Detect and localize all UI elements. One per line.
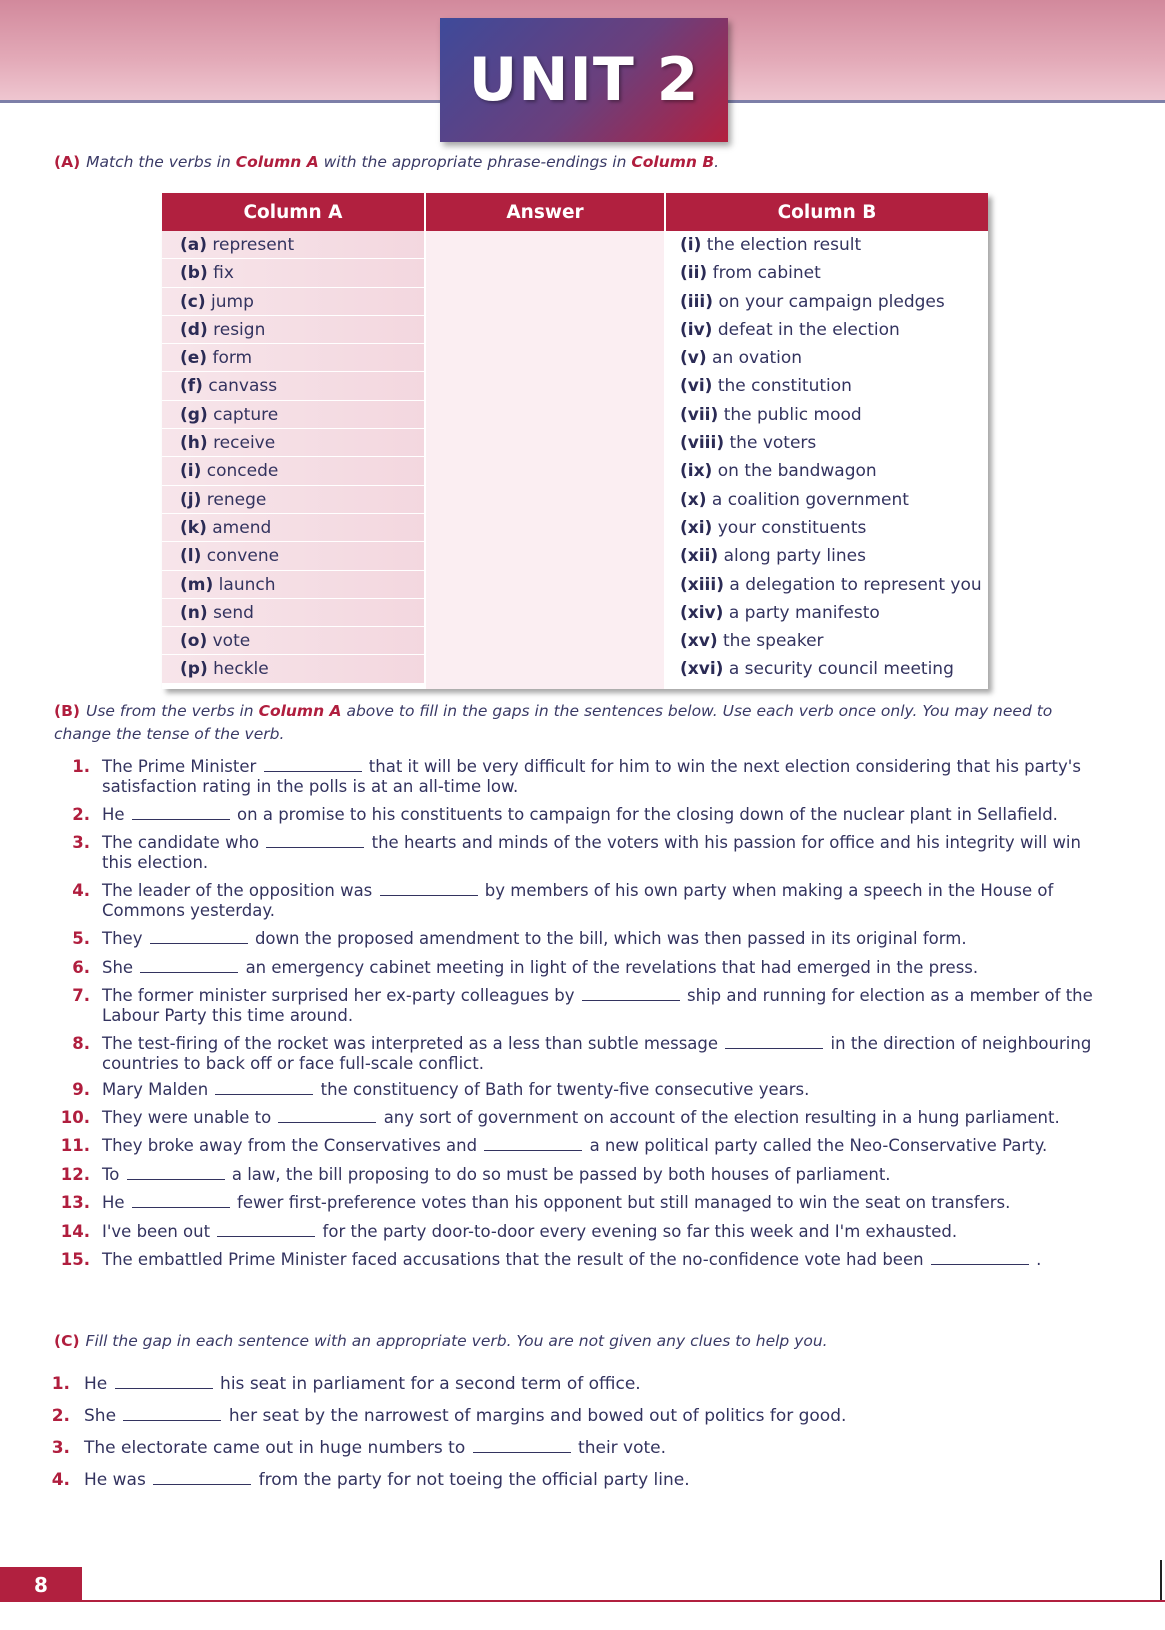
sentence-start: She (102, 958, 139, 977)
item-key: (o) (180, 631, 208, 652)
item-key: (vi) (680, 376, 713, 397)
item-phrase: a delegation to represent you (729, 574, 982, 595)
sentence-end: fewer first-preference votes than his opponent but still managed to win the seat on transfers. (231, 1193, 1011, 1212)
item-phrase: along party lines (723, 546, 866, 567)
blank-gap[interactable] (132, 805, 230, 820)
sentence-end: his seat in parliament for a second term of office. (214, 1374, 641, 1394)
column-a-item (162, 429, 424, 457)
column-a-item (162, 514, 424, 542)
item-key: (xi) (680, 517, 713, 538)
section-b-instruction: (B) Use from the verbs in Column A above to fill in the gaps in the sentences below. Use each verb once only. You may need to change the tense of the verb. (54, 702, 1053, 743)
sentence-text (102, 1080, 1102, 1100)
sentence-start: She (84, 1406, 122, 1426)
sentence-start: Mary Malden (102, 1080, 214, 1099)
section-c-instruction: (C) Fill the gap in each sentence with an appropriate verb. You are not given any clues to help you. (54, 1332, 828, 1350)
sentence-text (102, 881, 1102, 921)
column-a-item (162, 627, 424, 655)
sentence-start: The test-firing of the rocket was interpreted as a less than subtle message (102, 1034, 724, 1053)
item-phrase: the voters (729, 433, 817, 454)
column-b-item (666, 259, 988, 287)
item-phrase: an ovation (712, 348, 803, 369)
sentence-end: from the party for not toeing the official party line. (253, 1470, 690, 1490)
blank-gap[interactable] (278, 1108, 376, 1123)
sentence-end: down the proposed amendment to the bill, which was then passed in its original form. (249, 929, 967, 948)
blank-gap[interactable] (266, 833, 364, 848)
item-key: (k) (180, 517, 207, 538)
sentence-number: 3. (72, 833, 90, 852)
item-key: (l) (180, 546, 202, 567)
column-a-item (162, 231, 424, 259)
sentence-end: by members of his own party when making a speech in the House of Commons yesterday. (102, 881, 1054, 920)
blank-gap[interactable] (217, 1222, 315, 1237)
sentence-number: 1. (72, 757, 90, 776)
item-word: jump (211, 291, 254, 312)
sentence-start: The Prime Minister (102, 757, 262, 776)
column-b-item (666, 599, 988, 627)
column-b-item (666, 344, 988, 372)
column-b-item (666, 316, 988, 344)
blank-gap[interactable] (484, 1136, 582, 1151)
item-key: (xii) (680, 546, 719, 567)
column-b-item (666, 429, 988, 457)
sentence-end: her seat by the narrowest of margins and bowed out of politics for good. (223, 1406, 847, 1426)
blank-gap[interactable] (150, 929, 248, 944)
sentence-start: He (84, 1374, 113, 1394)
sentence-number: 8. (72, 1034, 90, 1053)
sentence-start: The candidate who (102, 833, 265, 852)
item-phrase: a security council meeting (728, 659, 954, 680)
item-phrase: on your campaign pledges (718, 291, 945, 312)
footer-rule (82, 1600, 1165, 1602)
sentence-end: an emergency cabinet meeting in light of the revelations that had emerged in the press. (240, 958, 979, 977)
sentence-start: The former minister surprised her ex-party colleagues by (102, 986, 580, 1005)
item-word: canvass (208, 376, 278, 397)
column-b-item (666, 486, 988, 514)
sentence-text (102, 1193, 1102, 1213)
item-word: launch (218, 574, 276, 595)
sentence-start: The electorate came out in huge numbers to (84, 1438, 471, 1458)
item-phrase: from cabinet (712, 263, 821, 284)
item-phrase: on the bandwagon (717, 461, 877, 482)
item-word: amend (212, 517, 272, 538)
item-phrase: the election result (706, 235, 862, 255)
item-key: (g) (180, 404, 208, 425)
sentence-number: 14. (60, 1222, 90, 1241)
sentence-start: They broke away from the Conservatives and (102, 1136, 483, 1155)
item-word: convene (206, 546, 280, 567)
sentence-start: The embattled Prime Minister faced accusations that the result of the no-confidence vote had been (102, 1250, 929, 1269)
sentence-number: 4. (72, 881, 90, 900)
column-b-item (666, 514, 988, 542)
sentence-end: a law, the bill proposing to do so must be passed by both houses of parliament. (226, 1165, 891, 1184)
column-b-item (666, 372, 988, 400)
item-key: (xv) (680, 631, 718, 652)
item-key: (c) (180, 291, 206, 312)
sentence-text (102, 1108, 1102, 1128)
header-column-b: Column B (666, 193, 988, 231)
item-key: (v) (680, 348, 707, 369)
item-key: (j) (180, 489, 202, 510)
item-word: represent (212, 235, 295, 255)
item-word: renege (206, 489, 267, 510)
blank-gap[interactable] (115, 1374, 213, 1389)
item-word: heckle (213, 659, 269, 680)
sentence-end: that it will be very difficult for him to win the next election considering that his party's satisfaction rating in the polls is at an all-time low. (102, 757, 1081, 796)
sentence-start: The leader of the opposition was (102, 881, 378, 900)
sentence-start: He was (84, 1470, 152, 1490)
sentence-text (84, 1469, 1084, 1491)
item-word: form (212, 348, 253, 369)
blank-gap[interactable] (123, 1406, 221, 1421)
blank-gap[interactable] (582, 986, 680, 1001)
item-word: vote (212, 631, 251, 652)
column-a-item (162, 599, 424, 627)
item-key: (ii) (680, 263, 708, 284)
column-b-item (666, 655, 988, 683)
column-a-item (162, 542, 424, 570)
item-phrase: a coalition government (711, 489, 909, 510)
sentence-end: the hearts and minds of the voters with his passion for office and his integrity will win this election. (102, 833, 1081, 872)
sentence-end: ship and running for election as a member of the Labour Party this time around. (102, 986, 1093, 1025)
column-a-item (162, 486, 424, 514)
item-phrase: your constituents (717, 517, 867, 538)
sentence-text (84, 1437, 1084, 1459)
answer-column[interactable] (426, 231, 664, 689)
unit-title: UNIT 2 (468, 45, 700, 115)
sentence-text (102, 805, 1102, 825)
sentence-text (102, 958, 1102, 978)
item-key: (x) (680, 489, 707, 510)
sentence-text (102, 833, 1102, 873)
item-phrase: a party manifesto (728, 602, 880, 623)
sentence-number: 13. (60, 1193, 90, 1212)
sentence-end: a new political party called the Neo-Conservative Party. (584, 1136, 1048, 1155)
column-b-item (666, 231, 988, 259)
sentence-number: 2. (72, 805, 90, 824)
item-word: resign (213, 319, 266, 340)
sentence-text (102, 757, 1102, 797)
sentence-start: They were unable to (102, 1108, 277, 1127)
item-key: (p) (180, 659, 208, 680)
item-key: (viii) (680, 433, 725, 454)
sentence-text (102, 1222, 1102, 1242)
item-word: concede (206, 461, 279, 482)
column-a-item (162, 316, 424, 344)
sentence-start: To (102, 1165, 125, 1184)
sentence-end: . (1030, 1250, 1042, 1269)
item-key: (a) (180, 235, 208, 255)
sentence-text (102, 1165, 1102, 1185)
item-key: (ix) (680, 461, 713, 482)
blank-gap[interactable] (127, 1165, 225, 1180)
column-a-item (162, 344, 424, 372)
column-b-item (666, 457, 988, 485)
item-key: (xvi) (680, 659, 724, 680)
sentence-end: for the party door-to-door every evening so far this week and I'm exhausted. (317, 1222, 958, 1241)
sentence-number: 3. (51, 1438, 70, 1458)
sentence-number: 6. (72, 958, 90, 977)
column-a-item (162, 259, 424, 287)
sentence-start: He (102, 1193, 130, 1212)
sentence-number: 1. (51, 1374, 70, 1394)
column-a-item (162, 571, 424, 599)
sentence-number: 10. (60, 1108, 90, 1127)
sentence-text (102, 986, 1102, 1026)
blank-gap[interactable] (153, 1470, 251, 1485)
item-word: fix (213, 263, 234, 284)
sentence-number: 15. (60, 1250, 90, 1269)
item-phrase: the public mood (723, 404, 862, 425)
section-a-instruction: (A) Match the verbs in Column A with the appropriate phrase-endings in Column B. (54, 153, 720, 171)
sentence-start: I've been out (102, 1222, 216, 1241)
item-word: receive (213, 433, 276, 454)
item-key: (i) (680, 235, 702, 255)
column-b-item (666, 542, 988, 570)
column-a-item (162, 655, 424, 683)
item-key: (xiv) (680, 602, 724, 623)
item-key: (m) (180, 574, 214, 595)
item-key: (vii) (680, 404, 719, 425)
item-word: send (213, 602, 254, 623)
sentence-text (102, 929, 1102, 949)
blank-gap[interactable] (264, 757, 362, 772)
sentence-text (102, 1034, 1102, 1074)
column-b-item (666, 571, 988, 599)
item-key: (i) (180, 461, 202, 482)
sentence-start: He (102, 805, 130, 824)
sentence-number: 4. (51, 1470, 70, 1490)
footer-mark (1160, 1560, 1162, 1600)
sentence-text (84, 1405, 1084, 1427)
blank-gap[interactable] (215, 1080, 313, 1095)
blank-gap[interactable] (132, 1193, 230, 1208)
item-phrase: the speaker (723, 631, 824, 652)
unit-title-box (440, 18, 728, 142)
blank-gap[interactable] (380, 881, 478, 896)
column-b-item (666, 288, 988, 316)
blank-gap[interactable] (725, 1034, 823, 1049)
item-key: (b) (180, 263, 208, 284)
sentence-end: any sort of government on account of the election resulting in a hung parliament. (378, 1108, 1060, 1127)
sentence-end: their vote. (572, 1438, 667, 1458)
column-a (162, 231, 424, 689)
item-key: (f) (180, 376, 203, 397)
item-word: capture (213, 404, 279, 425)
item-phrase: the constitution (717, 376, 852, 397)
column-a-item (162, 372, 424, 400)
sentence-number: 12. (60, 1165, 90, 1184)
sentence-start: They (102, 929, 148, 948)
item-key: (iv) (680, 319, 713, 340)
sentence-end: the constituency of Bath for twenty-five consecutive years. (315, 1080, 810, 1099)
item-key: (e) (180, 348, 208, 369)
column-a-item (162, 288, 424, 316)
item-key: (xiii) (680, 574, 724, 595)
column-b-item (666, 627, 988, 655)
sentence-text (102, 1136, 1102, 1156)
sentence-number: 5. (72, 929, 90, 948)
header-column-a: Column A (162, 193, 424, 231)
column-b (666, 231, 988, 689)
sentence-end: on a promise to his constituents to campaign for the closing down of the nuclear plant in Sellafield. (231, 805, 1058, 824)
sentence-text (102, 1250, 1102, 1270)
blank-gap[interactable] (931, 1250, 1029, 1265)
sentence-number: 7. (72, 986, 90, 1005)
item-key: (n) (180, 602, 208, 623)
sentence-number: 11. (60, 1136, 90, 1155)
page-number: 8 (0, 1567, 82, 1602)
header-answer: Answer (426, 193, 664, 231)
item-key: (h) (180, 433, 208, 454)
match-table (162, 193, 988, 689)
column-a-item (162, 401, 424, 429)
item-key: (iii) (680, 291, 714, 312)
column-a-item (162, 457, 424, 485)
sentence-text (84, 1373, 1084, 1395)
blank-gap[interactable] (140, 958, 238, 973)
blank-gap[interactable] (473, 1438, 571, 1453)
sentence-end: in the direction of neighbouring countries to back off or face full-scale conflict. (102, 1034, 1092, 1073)
column-b-item (666, 401, 988, 429)
sentence-number: 9. (72, 1080, 90, 1099)
item-phrase: defeat in the election (717, 319, 900, 340)
sentence-number: 2. (51, 1406, 70, 1426)
item-key: (d) (180, 319, 208, 340)
